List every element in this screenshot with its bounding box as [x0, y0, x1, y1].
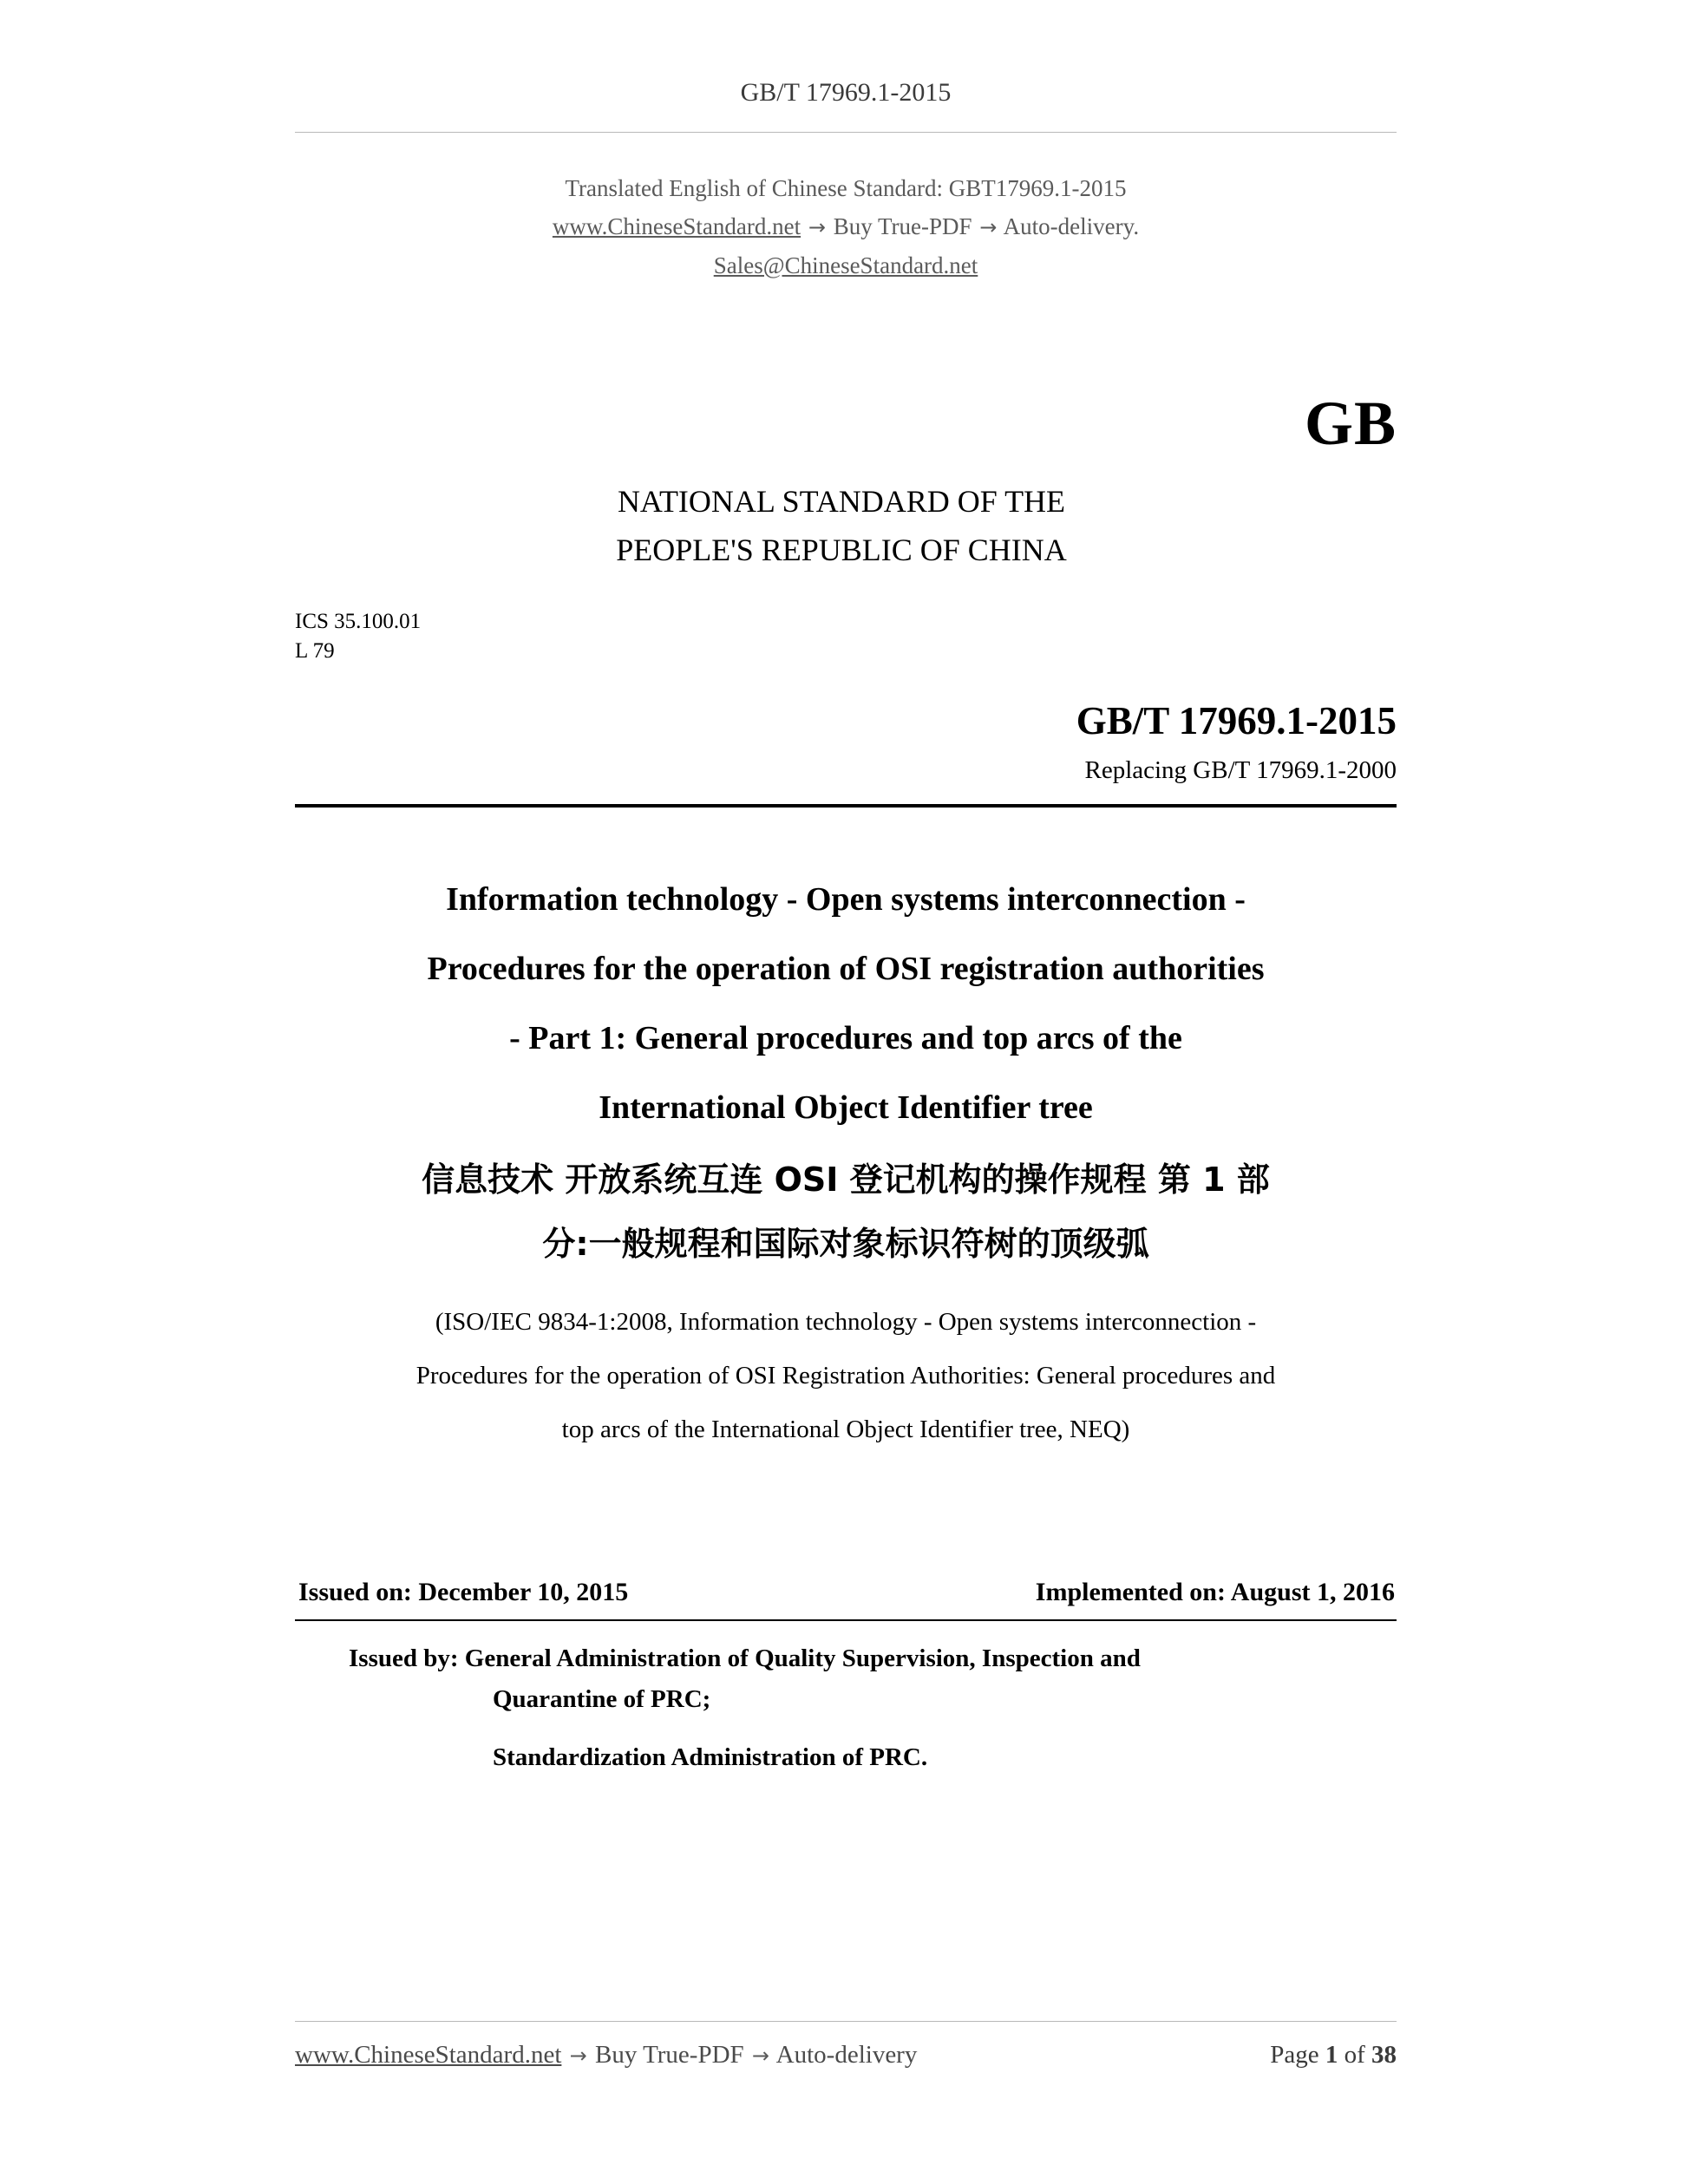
title-reference-note: [295, 1295, 1397, 1456]
standard-number: GB/T 17969.1-2015: [1076, 699, 1397, 742]
gb-mark: GB: [1304, 389, 1397, 458]
footer-buy-label: Buy True-PDF: [595, 2041, 744, 2069]
arrow-right-icon-3: →: [569, 2043, 587, 2068]
issued-by-line-3: Standardization Administration of PRC.: [493, 1743, 928, 1771]
promo-site-link[interactable]: www.ChineseStandard.net: [552, 213, 801, 239]
issued-by-block: [295, 1638, 1397, 1778]
promo-line-1: Translated English of Chinese Standard: GBT17969.1-2015: [565, 175, 1127, 201]
title-english-line-4: International Object Identifier tree: [599, 1089, 1093, 1126]
page-total: 38: [1371, 2041, 1397, 2069]
title-chinese-line-1: 信息技术 开放系统互连 OSI 登记机构的操作规程 第 1 部: [422, 1161, 1270, 1199]
promo-line-2: [295, 207, 1397, 246]
title-chinese: [295, 1148, 1397, 1276]
header-doc-number: GB/T 17969.1-2015: [740, 78, 952, 107]
footer-divider: [295, 2021, 1397, 2022]
promo-block: [295, 169, 1397, 284]
footer-delivery-label: Auto-delivery: [775, 2041, 918, 2069]
page-label: Page: [1270, 2041, 1319, 2069]
national-standard-line-2: PEOPLE'S REPUBLIC OF CHINA: [616, 533, 1067, 567]
promo-delivery-label: Auto-delivery.: [1003, 213, 1140, 239]
dates-row: [295, 1578, 1397, 1607]
title-note-line-3: top arcs of the International Object Identifier tree, NEQ): [561, 1416, 1130, 1443]
page-header: [295, 78, 1397, 108]
ccs-code: L 79: [295, 639, 335, 663]
title-english: [295, 865, 1397, 1142]
dates-divider: [295, 1619, 1397, 1621]
issued-by-line-2: Quarantine of PRC;: [493, 1685, 711, 1713]
footer-row: [295, 2041, 1397, 2070]
national-standard-line-1: NATIONAL STANDARD OF THE: [617, 484, 1066, 519]
arrow-right-icon-2: →: [979, 215, 998, 239]
page-indicator: [1270, 2041, 1397, 2070]
page-content: [295, 0, 1397, 1778]
page-number: 1: [1325, 2041, 1338, 2069]
promo-line-3: [295, 246, 1397, 284]
arrow-right-icon: →: [808, 215, 826, 239]
title-english-line-2: Procedures for the operation of OSI registration authorities: [427, 951, 1265, 987]
promo-email-link[interactable]: Sales@ChineseStandard.net: [713, 252, 978, 278]
issued-by-line-1: Issued by: General Administration of Quality Supervision, Inspection and: [349, 1645, 1141, 1672]
replacing-standard: Replacing GB/T 17969.1-2000: [1084, 756, 1397, 784]
title-note-line-2: Procedures for the operation of OSI Registration Authorities: General procedures and: [415, 1362, 1276, 1390]
header-divider: [295, 132, 1397, 133]
page-of-label: of: [1344, 2041, 1365, 2069]
title-english-line-3: - Part 1: General procedures and top arcs of the: [509, 1020, 1182, 1056]
implemented-on-date: Implemented on: August 1, 2016: [1035, 1578, 1395, 1606]
title-note-line-1: (ISO/IEC 9834-1:2008, Information technology - Open systems interconnection -: [435, 1308, 1257, 1336]
title-english-line-1: Information technology - Open systems interconnection -: [446, 881, 1246, 918]
footer-promo: [295, 2041, 917, 2070]
page-footer: [295, 2021, 1397, 2070]
classification-block: [295, 607, 1397, 666]
promo-buy-label: Buy True-PDF: [833, 213, 972, 239]
footer-site-link[interactable]: www.ChineseStandard.net: [295, 2041, 562, 2069]
title-divider: [295, 804, 1397, 808]
arrow-right-icon-4: →: [751, 2043, 770, 2068]
title-chinese-line-2: 分:一般规程和国际对象标识符树的顶级弧: [542, 1225, 1149, 1263]
issued-on-date: Issued on: December 10, 2015: [298, 1578, 629, 1606]
ics-code: ICS 35.100.01: [295, 610, 422, 633]
